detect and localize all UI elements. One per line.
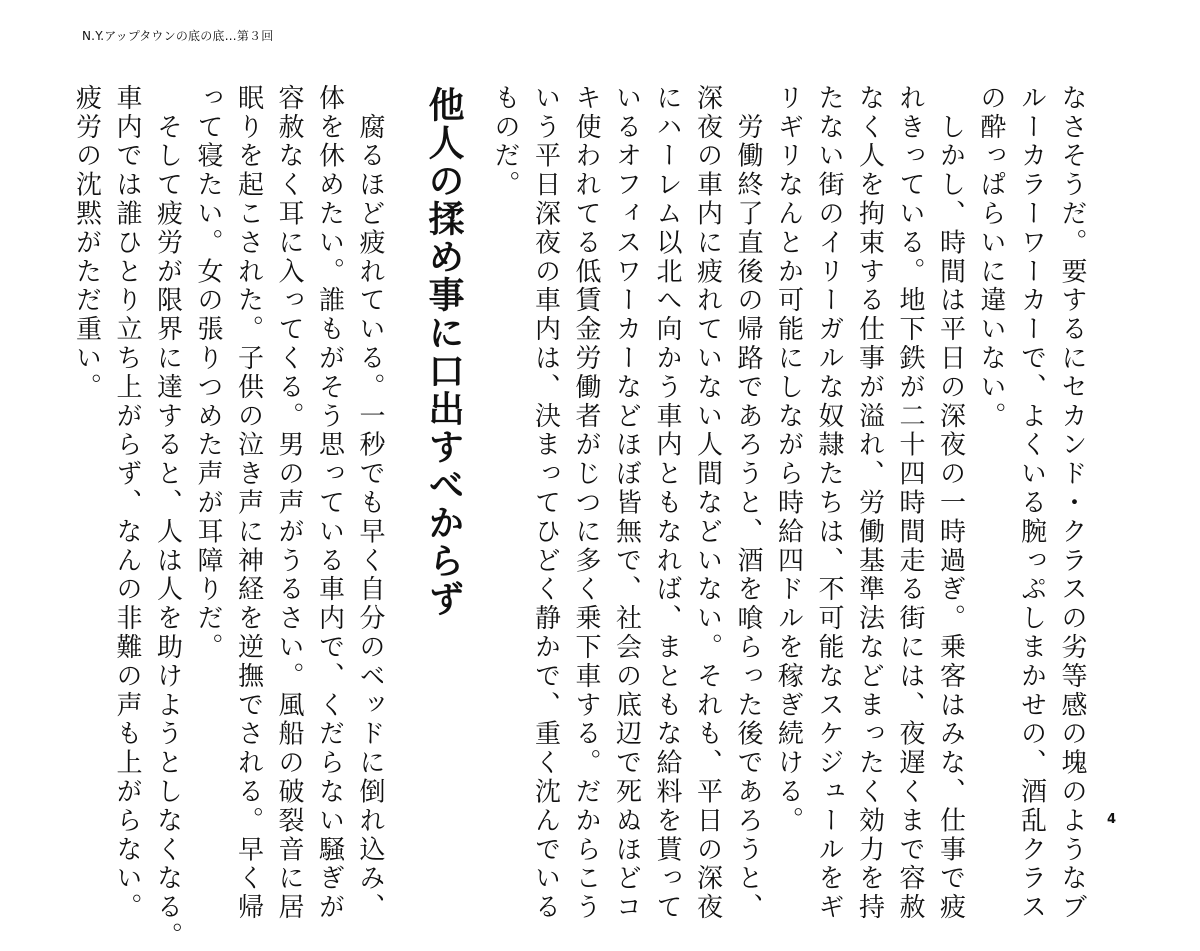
text-line: なく人を拘束する仕事が溢れ、労働基準法などまったく効力を持	[854, 84, 885, 923]
text-line: しかし、時間は平日の深夜の一時過ぎ。乗客はみな、仕事で疲	[935, 84, 966, 923]
text-line: ものだ。	[490, 84, 520, 200]
text-line: 体を休めたい。誰もがそう思っている車内で、くだらない騒ぎが	[314, 84, 345, 923]
text-line: 容赦なく耳に入ってくる。男の声がうるさい。風船の破裂音に居	[274, 84, 304, 923]
page-number: 4	[1106, 812, 1116, 827]
text-line: れきっている。地下鉄が二十四時間走る街には、夜遅くまで容赦	[895, 84, 925, 923]
text-line: ルーカラーワーカーで、よくいる腕っぷしまかせの、酒乱クラス	[1016, 84, 1047, 923]
text-line: 車内では誰ひとり立ち上がらず、なんの非難の声も上がらない。	[112, 84, 142, 923]
body-text-left-column	[71, 84, 390, 951]
text-line: いう平日深夜の車内は、決まってひどく静かで、重く沈んでいる	[530, 84, 561, 923]
text-line: そして疲労が限界に達すると、人は人を助けようとしなくなる。	[152, 84, 183, 951]
text-line: たない街のイリーガルな奴隷たちは、不可能なスケジュールをギ	[814, 84, 844, 923]
text-line: の酔っぱらいに違いない。	[976, 84, 1006, 431]
text-line: リギリなんとか可能にしながら時給四ドルを稼ぎ続ける。	[773, 84, 804, 836]
text-line: って寝たい。女の張りつめた声が耳障りだ。	[193, 84, 223, 662]
text-line: なさそうだ。要するにセカンド・クラスの劣等感の塊のようなブ	[1057, 84, 1087, 923]
text-line: 疲労の沈黙がただ重い。	[71, 84, 102, 402]
text-line: 深夜の車内に疲れていない人間などいない。それも、平日の深夜	[692, 84, 723, 923]
running-header: N.Y.アップタウンの底の底…第３回	[82, 29, 274, 43]
text-line: いるオフィスワーカーなどほぼ皆無で、社会の底辺で死ぬほどコ	[611, 84, 642, 923]
body-text-right-column	[490, 84, 1092, 923]
section-heading: 他人の揉め事に口出すべからず	[423, 86, 465, 618]
text-line: 眠りを起こされた。子供の泣き声に神経を逆撫でされる。早く帰	[233, 84, 264, 923]
text-line: 労働終了直後の帰路であろうと、酒を喰らった後であろうと、	[733, 84, 763, 923]
text-line: キ使われてる低賃金労働者がじつに多く乗下車する。だからこう	[571, 84, 601, 923]
text-line: にハーレム以北へ向かう車内ともなれば、まともな給料を貰って	[652, 84, 682, 923]
text-line: 腐るほど疲れている。一秒でも早く自分のベッドに倒れ込み、	[355, 84, 385, 923]
